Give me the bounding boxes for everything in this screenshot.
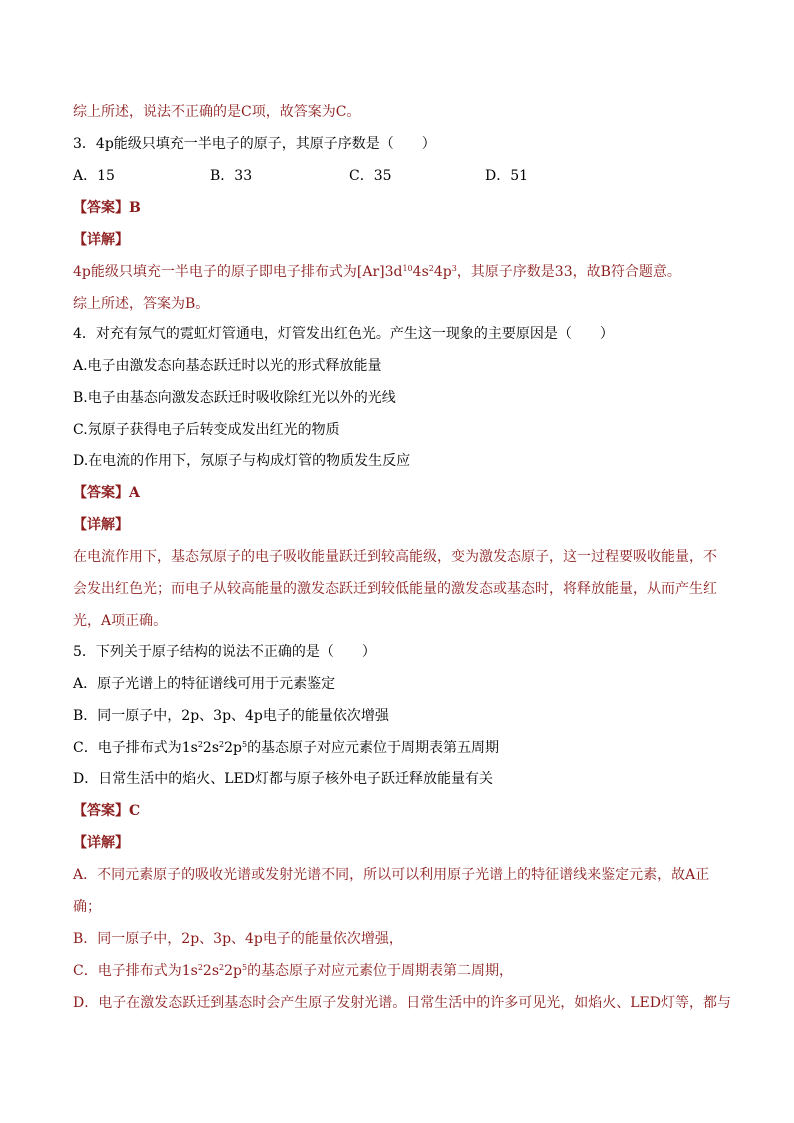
q3-stem: 3．4p能级只填充一半电子的原子，其原子序数是（ ） (73, 136, 436, 152)
q3-option-a: A．15 (73, 168, 115, 184)
q4-detail-line-2: 会发出红色光；而电子从较高能量的激发态跃迁到较低能量的激发态或基态时，将释放能量，从而产生红 (73, 581, 717, 597)
q3-option-c: C．35 (349, 168, 392, 184)
q4-detail-line-1: 在电流作用下，基态氖原子的电子吸收能量跃迁到较高能级，变为激发态原子，这一过程要吸收能量，不 (73, 549, 717, 565)
q4-option-c: C.氖原子获得电子后转变成发出红光的物质 (73, 422, 340, 438)
q3-summary: 综上所述，答案为B。 (73, 296, 210, 312)
q3-detail-text (73, 262, 721, 282)
q2-summary: 综上所述，说法不正确的是C项，故答案为C。 (73, 104, 361, 120)
q3-sup-2: 2 (428, 264, 434, 273)
q5-detail-c (73, 961, 721, 981)
q5-stem: 5．下列关于原子结构的说法不正确的是（ ） (73, 644, 376, 660)
q3-sup-3: 3 (451, 264, 457, 273)
q3-detail-mid-2: 4p (433, 264, 452, 280)
q3-answer-label: 【答案】B (73, 200, 141, 216)
q5-detail-a-line-2: 确； (73, 899, 101, 915)
q5-answer-label: 【答案】C (73, 803, 141, 819)
q4-answer-label: 【答案】A (73, 485, 140, 501)
q5-detail-c-sup-3: 5 (241, 963, 248, 972)
q5-detail-c-mid-2: 2p (224, 963, 242, 979)
q4-detail-label: 【详解】 (73, 517, 129, 533)
q5-option-c-mid-2: 2p (224, 740, 242, 756)
q5-detail-label: 【详解】 (73, 835, 129, 851)
q5-option-a: A．原子光谱上的特征谱线可用于元素鉴定 (73, 676, 336, 692)
q5-detail-b: B．同一原子中，2p、3p、4p电子的能量依次增强， (73, 931, 403, 947)
q3-detail-post: ，其原子序数是33，故B符合题意。 (456, 264, 681, 280)
q5-option-d: D．日常生活中的焰火、LED灯都与原子核外电子跃迁释放能量有关 (73, 771, 493, 787)
q3-sup-1: 10 (402, 264, 413, 273)
q5-option-b: B．同一原子中，2p、3p、4p电子的能量依次增强 (73, 708, 389, 724)
q5-detail-c-pre: C．电子排布式为1s (73, 963, 198, 979)
q5-detail-c-sup-2: 2 (219, 963, 225, 972)
q5-detail-a-line-1: A．不同元素原子的吸收光谱或发射光谱不同，所以可以利用原子光谱上的特征谱线来鉴定元素，故A正 (73, 867, 710, 883)
q4-option-d: D.在电流的作用下，氖原子与构成灯管的物质发生反应 (73, 453, 411, 469)
q3-detail-pre: 4p能级只填充一半电子的原子即电子排布式为[Ar]3d (73, 264, 403, 280)
q4-detail-line-3: 光，A项正确。 (73, 613, 168, 629)
q4-option-b: B.电子由基态向激发态跃迁时吸收除红光以外的光线 (73, 390, 396, 406)
q3-option-d: D．51 (485, 168, 529, 184)
q3-detail-mid-1: 4s (412, 264, 429, 280)
q5-option-c-pre: C．电子排布式为1s (73, 740, 198, 756)
q4-stem: 4．对充有氖气的霓虹灯管通电，灯管发出红色光。产生这一现象的主要原因是（ ） (73, 326, 614, 342)
q3-detail-label: 【详解】 (73, 232, 129, 248)
q5-option-c-post: 的基态原子对应元素位于周期表第五周期 (247, 740, 500, 756)
q3-options (73, 166, 721, 186)
q5-option-c (73, 738, 721, 758)
q5-detail-c-sup-1: 2 (197, 963, 203, 972)
q5-option-c-mid-1: 2s (202, 740, 219, 756)
q3-option-b: B．33 (210, 168, 253, 184)
q5-detail-c-mid-1: 2s (202, 963, 219, 979)
q5-detail-c-post: 的基态原子对应元素位于周期表第二周期， (247, 963, 514, 979)
q5-option-c-sup-1: 2 (197, 740, 203, 749)
q4-option-a: A.电子由激发态向基态跃迁时以光的形式释放能量 (73, 358, 382, 374)
q5-detail-d: D．电子在激发态跃迁到基态时会产生原子发射光谱。日常生活中的许多可见光，如焰火、LED灯等，都与 (73, 995, 731, 1011)
q5-option-c-sup-3: 5 (241, 740, 248, 749)
q5-option-c-sup-2: 2 (219, 740, 225, 749)
